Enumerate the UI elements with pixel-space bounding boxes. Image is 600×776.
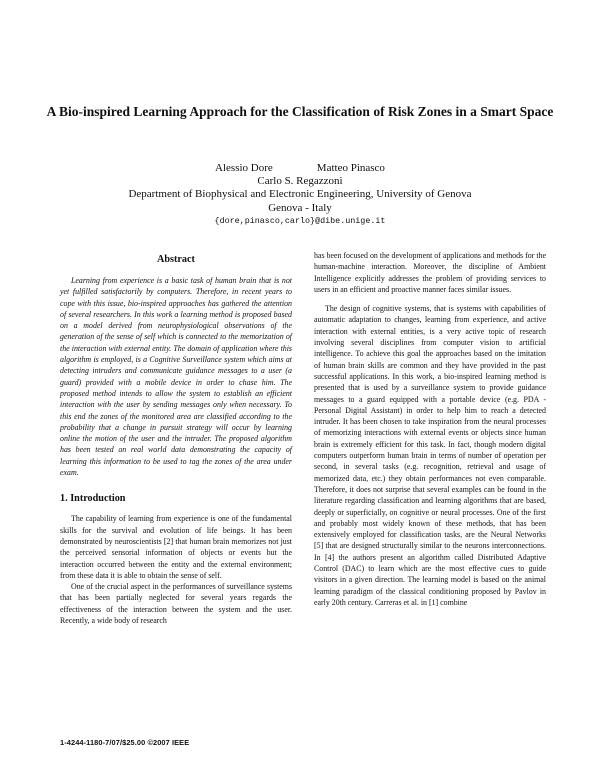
paragraph: One of the crucial aspect in the performances of surveillance systems that has been partially neglected for several years regards the effectiveness of the interaction between the system and the user. Recently, a wide body of research [60,582,292,626]
abstract-text: Learning from experience is a basic task of human brain that is not yet fulfilled satisfactorily by computers. Therefore, in recent years to cope with this issue, bio-inspired approaches has gathered the attention of several researchers. In this work a learning method is proposed based on a model derived from neurophysiological observations of the generation of the sense of self which is connected to the memorization of the interaction with external entity. The domain of application where this algorithm is employed, is a Cognitive Surveillance system which aims at detecting intruders and communicate guidance messages to a user (a guard) provided with a mobile device in order to chase him. The proposed method intends to allow the system to establish an efficient interaction with the user by sending messages only when necessary. To this end the zones of the monitored area are classified according to the probability that a change in pursuit strategy will occur by learning online the motion of the user and the intruder. The proposed algorithm has been tested on real world data demonstrating the capacity of learning this information to be used to tag the zones of the area under exam. [60,276,292,478]
abstract-heading: Abstract [157,254,195,265]
author-name: Alessio Dore [215,162,273,174]
paragraph: has been focused on the development of applications and methods for the human-machine interaction. Moreover, the discipline of Ambient Intelligence explicitly addresses the problem of providing services to users in an efficient and proactive manner faces similar issues. [314,251,546,294]
left-column [60,253,292,626]
section-heading-introduction: 1. Introduction [60,493,126,505]
author-name: Matteo Pinasco [316,162,385,174]
paragraph: The capability of learning from experience is one of the fundamental skills for the survival and evolution of life beings. It has been demonstrated by neuroscientists [2] that human brain memorizes not just the perceived sensorial information of objects or events but the interaction occurred between the entity and the external environment; from these data it is able to obtain the sense of self. [60,514,292,580]
paragraph: The design of cognitive systems, that is systems with capabilities of automatic adaptation to changes, learning from experience, and active interaction with external entities, is a very active topic of research involving several disciplines from computer vision to artificial intelligence. To achieve this goal the approaches based on the imitation of human brain skills are common and they have provided in the past successful applications. In this work, a bio-inspired learning method is presented that is used by a surveillance system to provide guidance messages to a guard equipped with a portable device (e.g. PDA - Personal Digital Assistant) in order to help him to reach a detected intruder. It has been chosen to take inspiration from the neural processes of memorizing interactions with external events or objects since human brain is extremely efficient for this task. In fact, though modern digital computers outperform human brain in terms of number of operation per second, in several tasks (e.g. recognition, retrieval and usage of memorized data, etc.) they obtain performances not even comparable. Therefore, it does not surprise that several examples can be found in the literature regarding classification and learning algorithms that are based, deeply or superficially, on cognitive or neural processes. One of the first and probably most widely known of these methods, that has been extensively employed for classification tasks, are the Neural Networks [5] that are designed structurally similar to the neurons interconnections. In [4] the authors present an algorithm called Distributed Adaptive Control (DAC) to learn which are the most effective cues to guide visitors in a given direction. The learning model is based on the animal learning paradigm of the classical conditioning proposed by Pavlov in early 20th century. Carreras et al. in [1] combine [314,304,546,607]
location: Genova - Italy [268,202,332,214]
right-column [314,250,546,608]
author-name: Carlo S. Regazzoni [257,175,343,187]
email-address: {dore,pinasco,carlo}@dibe.unige.it [214,216,386,226]
author-line [0,162,600,175]
affiliation: Department of Biophysical and Electronic Engineering, University of Genova [128,188,472,200]
copyright-footer: 1-4244-1180-7/07/$25.00 ©2007 IEEE [60,738,190,747]
paper-title: A Bio-inspired Learning Approach for the Classification of Risk Zones in a Smart Space [46,104,554,119]
